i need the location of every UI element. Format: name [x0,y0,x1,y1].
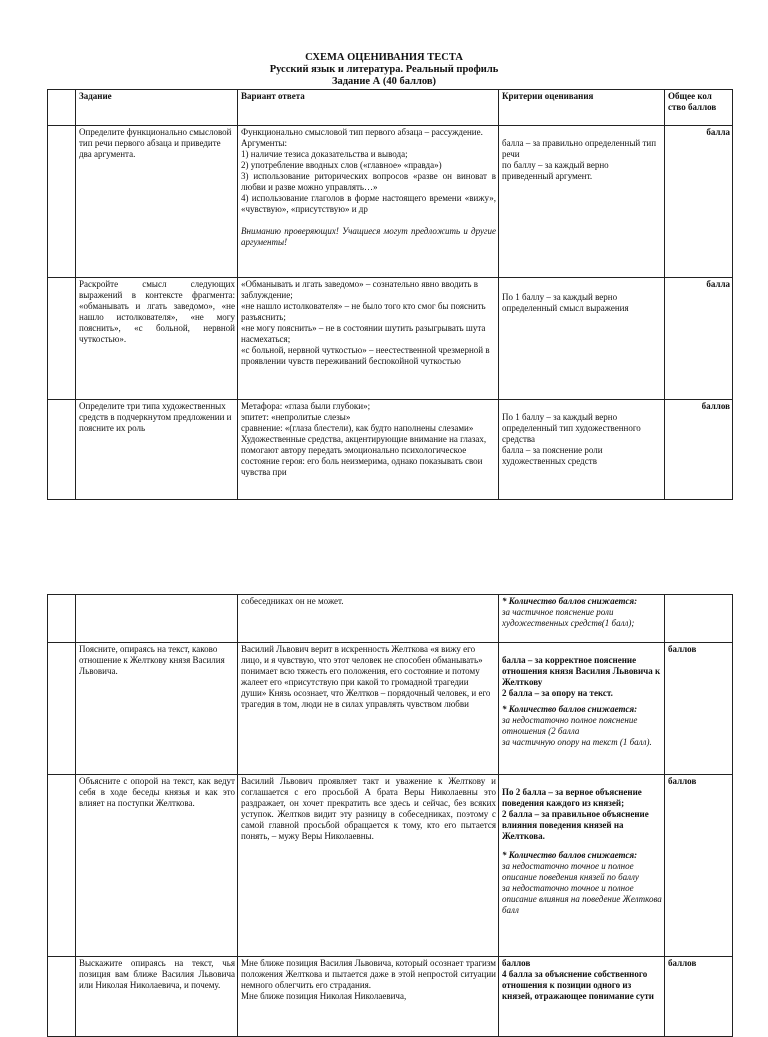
answer-line: «Обманывать и лгать заведомо» – сознательно явно вводить в заблуждение; [241,279,478,300]
answer-line: собеседниках он не может. [241,596,344,606]
answer-line: Функционально смысловой тип первого абзаца – рассуждение. [241,127,483,137]
answer-line: 3) использование риторических вопросов «разве он виноват в любви и разве можно управлять…» [241,171,496,192]
table-row [48,126,733,278]
document-subtitle: Русский язык и литература. Реальный профиль [269,64,499,75]
points-column-header: Общее кол ство баллов [665,90,733,126]
answer-line: 2) употребление вводных слов («главное» «правда») [241,160,442,170]
answer-cell: Василий Львович верит в искренность Желткова «я вижу его лицо, и я чувствую, что этот человек не способен обманывать» понимает всю тяжесть его положения, его состояние и потому жалеет его «присутствую при какой то громадной трагедии души» Князь осознает, что Желтков – порядочный человек, и его трагедия в том, люди не в силах управлять чувством любви [238,643,499,775]
answer-line: эпитет: «непролитые слезы» [241,412,351,422]
answer-cell [238,278,499,400]
table-row [48,957,733,1037]
answer-line: 4) использование глаголов в форме настоящего времени «вижу», «чувствую», «присутствую» и др [241,193,496,214]
number-header-cell [48,90,76,126]
task-cell [76,595,238,643]
criteria-line: По 2 балла – за верное объяснение поведения каждого из князей; [502,787,642,808]
reduction-note: * Количество баллов снижается: [502,596,638,606]
row-number-cell [48,957,76,1037]
answer-cell [238,957,499,1037]
answer-cell [238,400,499,500]
table-row [48,595,733,643]
criteria-line: балла – за пояснение роли художественных средств [502,445,603,466]
table-row [48,643,733,775]
answer-line: Художественные средства, акцентирующие внимание на глазах, помогают автору передать эмоционально психологическое состояние героя: его боль неизмерима, однако показывать свои чувства при [241,434,487,477]
criteria-line: за частичное пояснение роли художественных средств(1 балл); [502,607,635,628]
answer-line: «не могу пояснить» – не в состоянии шутить разыгрывать шута насмехаться; [241,323,486,344]
document-title: СХЕМА ОЦЕНИВАНИЯ ТЕСТА [305,52,463,63]
reduction-note: * Количество баллов снижается: [502,704,638,714]
criteria-line: балла – за правильно определенный тип речи [502,138,657,159]
answer-line: Метафора: «глаза были глубоки»; [241,401,371,411]
points-cell: баллов [665,643,733,775]
criteria-line: за недостаточно точное и полное описание влияния на поведение Желткова балл [502,883,662,915]
answer-line [241,215,496,226]
criteria-line: 2 балла – за опору на текст. [502,688,613,698]
document-header [0,52,768,88]
criteria-line: за недостаточно точное и полное описание поведения князей по баллу [502,861,639,882]
row-number-cell [48,775,76,957]
row-number-cell [48,278,76,400]
answer-line: Аргументы: [241,138,288,148]
criteria-cell [499,278,665,400]
criteria-cell [499,400,665,500]
criteria-cell [499,775,665,957]
answer-cell: Василий Львович проявляет такт и уважение к Желткову и соглашается с его просьбой А брата Веры Николаевны это раздражает, он хочет прекратить все здесь и сейчас, без всяких уступок. Желтков видит эту разницу в собеседниках, поэтому с самой главной просьбой обращается к тому, кто его пытается понять, – мужу Веры Николаевны. [238,775,499,957]
criteria-column-header: Критерии оценивания [499,90,665,126]
points-cell: балла [665,278,733,400]
task-heading: Задание А (40 баллов) [331,76,437,87]
task-cell: Выскажите опираясь на текст, чья позиция вам ближе Василия Львовича или Николая Николаевича, и почему. [76,957,238,1037]
answer-line: «не нашло истолкователя» – не было того кто смог бы пояснить разъяснить; [241,301,486,322]
criteria-cell [499,595,665,643]
criteria-cell [499,126,665,278]
row-number-cell [48,400,76,500]
task-cell: Раскройте смысл следующих выражений в контексте фрагмента: «обманывать и лгать заведомо», «не нашло истолкователя», «не могу пояснить», «с больной, нервной чуткостью». [76,278,238,400]
criteria-line: балла – за корректное пояснение отношения князя Василия Львовича к Желткову [502,655,661,687]
answer-line: сравнение: «(глаза блестели), как будто наполнены слезами» [241,423,474,433]
row-number-cell [48,126,76,278]
points-cell: баллов [665,400,733,500]
row-number-cell [48,595,76,643]
task-cell: Поясните, опираясь на текст, каково отношение к Желткову князя Василия Львовича. [76,643,238,775]
criteria-line: По 1 баллу – за каждый верно определенный смысл выражения [502,292,629,313]
table-header-row [48,90,733,126]
table-row [48,278,733,400]
table-row [48,400,733,500]
points-cell: баллов [665,957,733,1037]
table-row [48,775,733,957]
task-cell: Определите функционально смысловой тип речи первого абзаца и приведите два аргумента. [76,126,238,278]
criteria-line: 2 балла – за правильное объяснение влияния поведения князей на Желткова. [502,809,649,841]
points-cell [665,595,733,643]
criteria-line: за частичную опору на текст (1 балл). [502,737,652,747]
answer-line: Мне ближе позиция Василия Львовича, который осознает трагизм положения Желткова и пытается даже в этой непростой ситуации немного облегчить его страдания. [241,958,496,990]
task-cell: Определите три типа художественных средств в подчеркнутом предложении и поясните их роль [76,400,238,500]
criteria-cell [499,643,665,775]
answer-line: 1) наличие тезиса доказательства и вывода; [241,149,408,159]
reviewer-note: Вниманию проверяющих! Учащиеся могут предложить и другие аргументы! [241,226,496,247]
answer-line: Мне ближе позиция Николая Николаевича, [241,991,407,1001]
grading-table-bottom [47,594,733,1037]
task-cell: Объясните с опорой на текст, как ведут себя в ходе беседы князья и как это влияет на поступки Желткова. [76,775,238,957]
criteria-cell [499,957,665,1037]
points-cell: балла [665,126,733,278]
criteria-line: 4 балла за объяснение собственного отношения к позиции одного из князей, отражающее понимание сути [502,969,654,1001]
row-number-cell [48,643,76,775]
task-column-header: Задание [76,90,238,126]
answer-cell [238,595,499,643]
grading-table-top [47,89,733,500]
reduction-note: * Количество баллов снижается: [502,850,638,860]
answer-column-header: Вариант ответа [238,90,499,126]
criteria-line: По 1 баллу – за каждый верно определенный тип художественного средства [502,412,641,444]
criteria-line: по баллу – за каждый верно приведенный аргумент. [502,160,609,181]
answer-line: «с больной, нервной чуткостью» – неестественной чрезмерной в проявлении чувств переживаний беспокойной чуткостью [241,345,490,366]
criteria-line: баллов [502,958,531,968]
answer-cell [238,126,499,278]
points-cell: баллов [665,775,733,957]
criteria-line: за недостаточно полное пояснение отношения (2 балла [502,715,638,736]
